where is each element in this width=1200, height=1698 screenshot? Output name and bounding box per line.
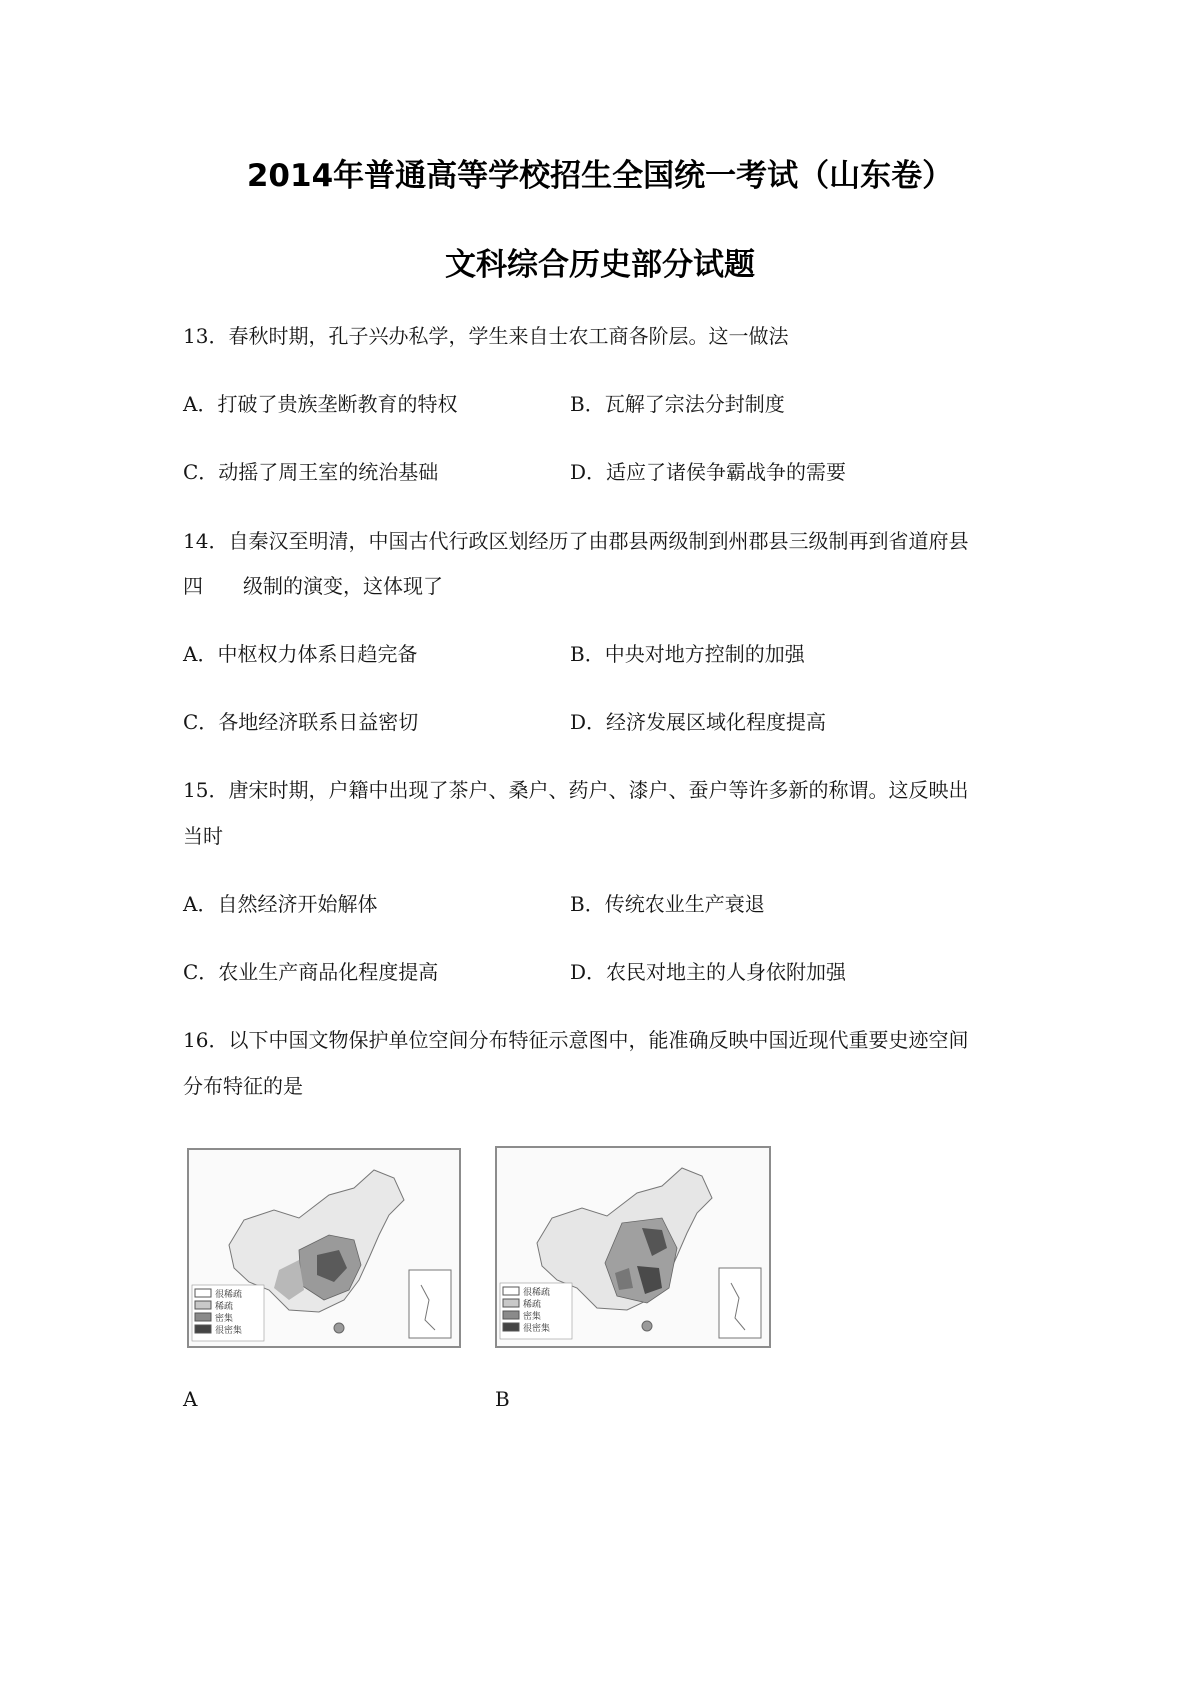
question-14-option-c: C．各地经济联系日益密切 [183,710,419,734]
question-13-option-c: C．动摇了周王室的统治基础 [183,460,439,484]
china-map-a [189,1150,459,1346]
question-15-option-d: D．农民对地主的人身依附加强 [570,960,847,984]
question-15-stem-line-1: 15．唐宋时期，户籍中出现了茶户、桑户、药户、漆户、蚕户等许多新的称谓。这反映出 [183,778,969,802]
question-15-option-c: C．农业生产商品化程度提高 [183,960,439,984]
figure-label-b: B [495,1387,510,1411]
question-15-stem-line-2: 当时 [183,824,223,848]
china-map-b [497,1148,769,1346]
question-13-option-b: B．瓦解了宗法分封制度 [570,392,785,416]
svg-text:很稀疏: 很稀疏 [523,1288,551,1298]
question-13-stem: 13．春秋时期，孔子兴办私学，学生来自士农工商各阶层。这一做法 [183,324,789,348]
svg-text:很密集: 很密集 [215,1326,243,1336]
question-14-option-a: A．中枢权力体系日趋完备 [183,642,418,666]
page-subtitle: 文科综合历史部分试题 [445,247,755,283]
question-16-stem-line-2: 分布特征的是 [183,1074,303,1098]
question-13-option-a: A．打破了贵族垄断教育的特权 [183,392,458,416]
svg-text:密集: 密集 [523,1312,542,1322]
svg-text:很稀疏: 很稀疏 [215,1290,243,1300]
svg-text:稀疏: 稀疏 [215,1302,234,1312]
question-14-option-d: D．经济发展区域化程度提高 [570,710,827,734]
question-13-option-d: D．适应了诸侯争霸战争的需要 [570,460,847,484]
figure-label-a: A [183,1387,198,1411]
svg-text:密集: 密集 [215,1314,234,1324]
svg-text:稀疏: 稀疏 [523,1300,542,1310]
question-14-stem-line-1: 14．自秦汉至明清，中国古代行政区划经历了由郡县两级制到州郡县三级制再到省道府县 [183,529,969,553]
question-16-stem-line-1: 16．以下中国文物保护单位空间分布特征示意图中，能准确反映中国近现代重要史迹空间 [183,1028,969,1052]
question-15-option-a: A．自然经济开始解体 [183,892,378,916]
map-figure-b [495,1146,771,1348]
question-14-stem-line-2: 四 级制的演变，这体现了 [183,574,443,598]
question-14-option-b: B．中央对地方控制的加强 [570,642,805,666]
page-title: 2014年普通高等学校招生全国统一考试（山东卷） [246,158,954,194]
question-15-option-b: B．传统农业生产衰退 [570,892,765,916]
map-figure-a [187,1148,461,1348]
svg-text:很密集: 很密集 [523,1324,551,1334]
